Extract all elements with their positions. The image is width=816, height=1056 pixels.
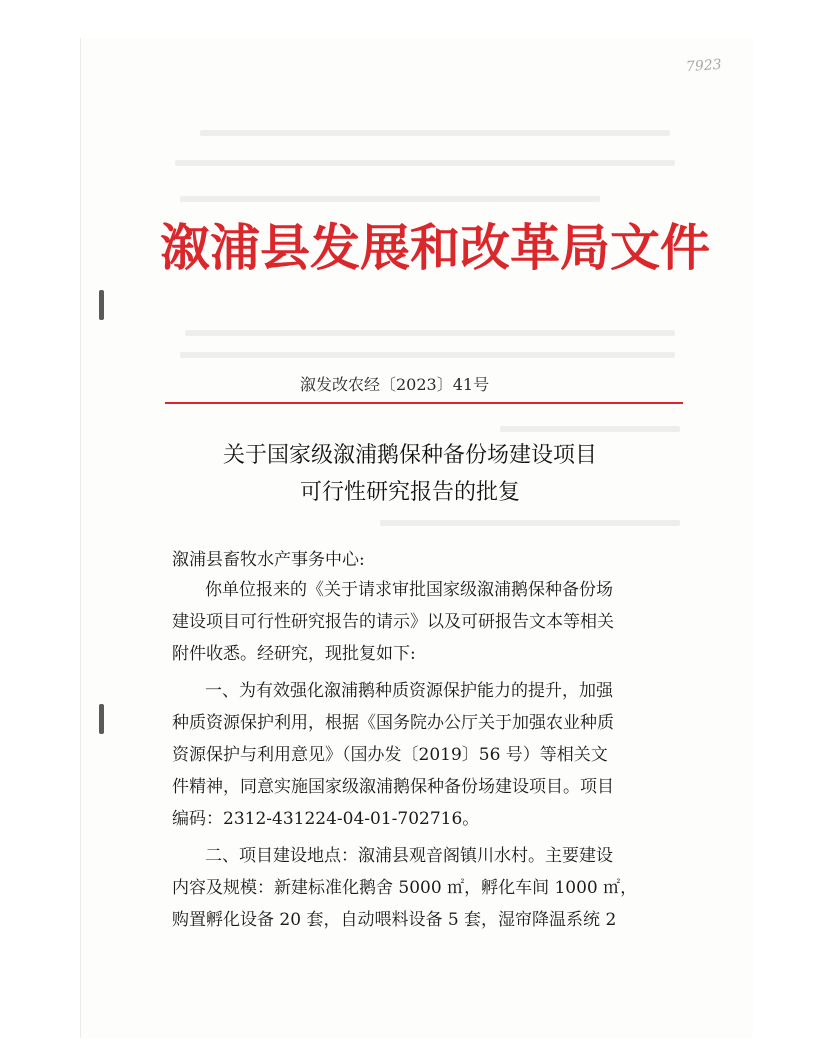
body-text-line: 你单位报来的《关于请求审批国家级溆浦鹅保种备份场 — [205, 580, 613, 600]
body-text-line: 内容及规模：新建标准化鹅舍 5000 ㎡，孵化车间 1000 ㎡， — [172, 878, 638, 898]
body-text-line: 资源保护与利用意见》（国办发〔2019〕56 号）等相关文 — [172, 745, 608, 765]
bleed-through-shadow — [0, 160, 816, 170]
body-text-line: 种质资源保护利用，根据《国务院办公厅关于加强农业种质 — [172, 713, 614, 733]
bleed-through-shadow — [0, 130, 816, 140]
document-number: 溆发改农经〔2023〕41号 — [300, 375, 490, 394]
body-text-line: 件精神，同意实施国家级溆浦鹅保种备份场建设项目。项目 — [172, 777, 614, 797]
addressee: 溆浦县畜牧水产事务中心: — [172, 550, 365, 570]
document-title-line-1: 关于国家级溆浦鹅保种备份场建设项目 — [222, 443, 597, 468]
bleed-through-shadow — [0, 196, 816, 206]
bleed-through-shadow — [0, 330, 816, 340]
body-text-line: 建设项目可行性研究报告的请示》以及可研报告文本等相关 — [172, 612, 614, 632]
bleed-through-shadow — [0, 352, 816, 362]
body-text-line: 附件收悉。经研究，现批复如下: — [172, 644, 416, 664]
binding-staple-mark — [99, 704, 104, 734]
body-text-line: 二、项目建设地点：溆浦县观音阁镇川水村。主要建设 — [205, 846, 613, 866]
red-separator-line — [165, 402, 683, 404]
body-text-line: 编码：2312-431224-04-01-702716。 — [172, 809, 480, 829]
body-text-line: 一、为有效强化溆浦鹅种质资源保护能力的提升，加强 — [205, 681, 613, 701]
body-text-line: 购置孵化设备 20 套，自动喂料设备 5 套，湿帘降温系统 2 — [172, 910, 617, 930]
binding-staple-mark — [99, 290, 104, 320]
bleed-through-shadow — [0, 426, 816, 436]
handwritten-page-note: 7923 — [685, 56, 723, 76]
bleed-through-shadow — [0, 520, 816, 530]
document-title-line-2: 可行性研究报告的批复 — [299, 480, 520, 505]
issuer-header: 溆浦县发展和改革局文件 — [160, 218, 710, 277]
